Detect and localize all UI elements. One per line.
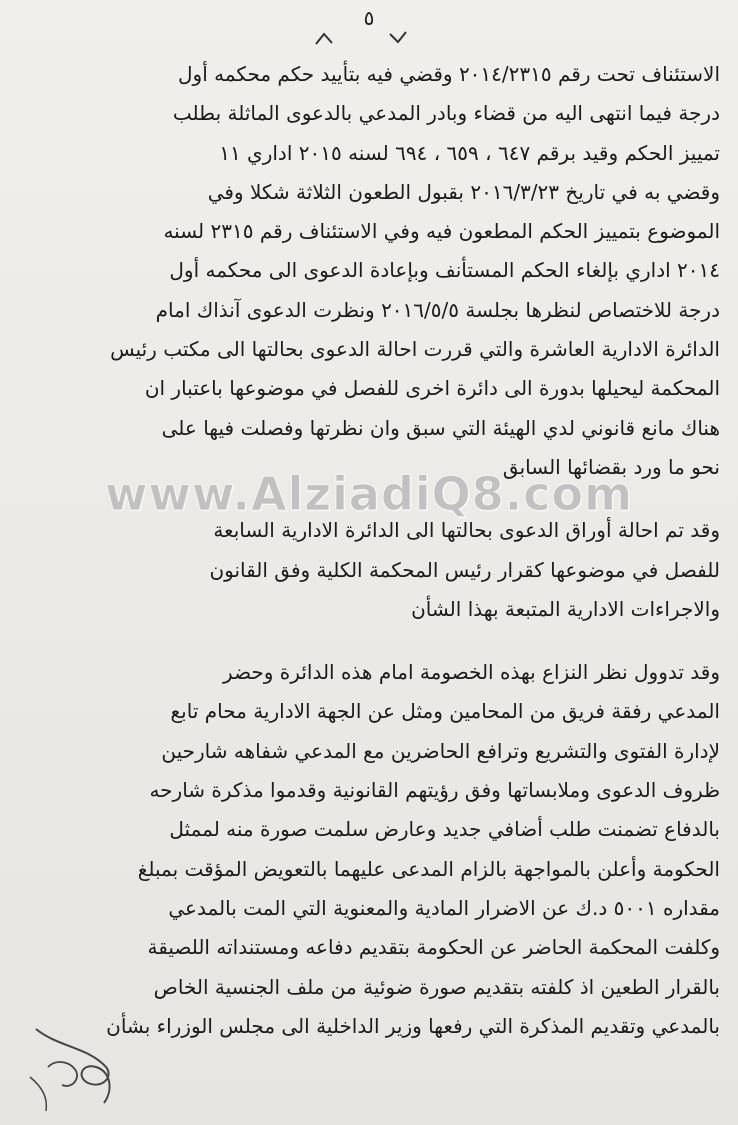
text-line: الحكومة وأعلن بالمواجهة بالزام المدعى عليهما بالتعويض المؤقت بمبلغ <box>137 856 720 881</box>
text-line: بالقرار الطعين اذ كلفته بتقديم صورة ضوئية من ملف الجنسية الخاص <box>153 974 720 999</box>
text-line: درجة للاختصاص لنظرها بجلسة ٢٠١٦/٥/٥ ونظرت الدعوى آنذاك امام <box>155 297 720 322</box>
document-body <box>20 55 720 1046</box>
page-number: ٥ <box>363 6 375 30</box>
paragraph <box>20 653 720 1046</box>
handwritten-marks-icon <box>312 28 412 50</box>
text-line: بالمدعي وتقديم المذكرة التي رفعها وزير الداخلية الى مجلس الوزراء بشأن <box>106 1013 720 1038</box>
text-line: لإدارة الفتوى والتشريع وترافع الحاضرين مع المدعي شفاهه شارحين <box>161 738 720 763</box>
text-line: والاجراءات الادارية المتبعة بهذا الشأن <box>411 596 720 621</box>
text-line: ٢٠١٤ اداري بإلغاء الحكم المستأنف وبإعادة الدعوى الى محكمه أول <box>169 258 720 283</box>
text-line: وقد تدوول نظر النزاع بهذه الخصومة امام هذه الدائرة وحضر <box>223 660 720 685</box>
text-line: مقداره ٥٠٠١ د.ك عن الاضرار المادية والمعنوية التي المت بالمدعي <box>168 895 720 920</box>
paragraph <box>20 55 720 487</box>
signature-icon <box>18 1007 128 1117</box>
watermark: www.AlziadiQ8.com <box>104 467 634 521</box>
text-line: للفصل في موضوعها كقرار رئيس المحكمة الكلية وفق القانون <box>209 557 720 582</box>
text-line: ظروف الدعوى وملابساتها وفق رؤيتهم القانونية وقدموا مذكرة شارحه <box>149 778 720 803</box>
text-line: وكلفت المحكمة الحاضر عن الحكومة بتقديم دفاعه ومستنداته اللصيقة <box>147 935 720 960</box>
text-line: هناك مانع قانوني لدي الهيئة التي سبق وان نظرتها وفصلت فيها على <box>161 415 720 440</box>
text-line: بالدفاع تضمنت طلب أضافي جديد وعارض سلمت صورة منه لممثل <box>169 817 720 842</box>
paragraph-gap <box>20 629 720 653</box>
text-line: درجة فيما انتهى اليه من قضاء وبادر المدعي بالدعوى الماثلة بطلب <box>172 101 720 126</box>
text-line: الموضوع بتمييز الحكم المطعون فيه وفي الاستئناف رقم ٢٣١٥ لسنه <box>163 219 720 244</box>
paragraph <box>20 511 720 629</box>
text-line: تمييز الحكم وقيد برقم ٦٤٧ ، ٦٥٩ ، ٦٩٤ لسنه ٢٠١٥ اداري ١١ <box>219 140 720 165</box>
text-line: نحو ما ورد بقضائها السابق <box>502 454 720 479</box>
text-line: الاستئناف تحت رقم ٢٠١٤/٢٣١٥ وقضي فيه بتأييد حكم محكمه أول <box>178 62 720 86</box>
text-line: المحكمة ليحيلها بدورة الى دائرة اخرى للفصل في موضوعها باعتبار ان <box>144 376 720 401</box>
text-line: الدائرة الادارية العاشرة والتي قررت احالة الدعوى بحالتها الى مكتب رئيس <box>110 337 720 362</box>
text-line: وقضي به في تاريخ ٢٠١٦/٣/٢٣ بقبول الطعون الثلاثة شكلا وفي <box>207 179 720 204</box>
text-line: وقد تم احالة أوراق الدعوى بحالتها الى الدائرة الادارية السابعة <box>213 518 720 543</box>
text-line: المدعي رفقة فريق من المحامين ومثل عن الجهة الادارية محام تابع <box>170 699 720 724</box>
